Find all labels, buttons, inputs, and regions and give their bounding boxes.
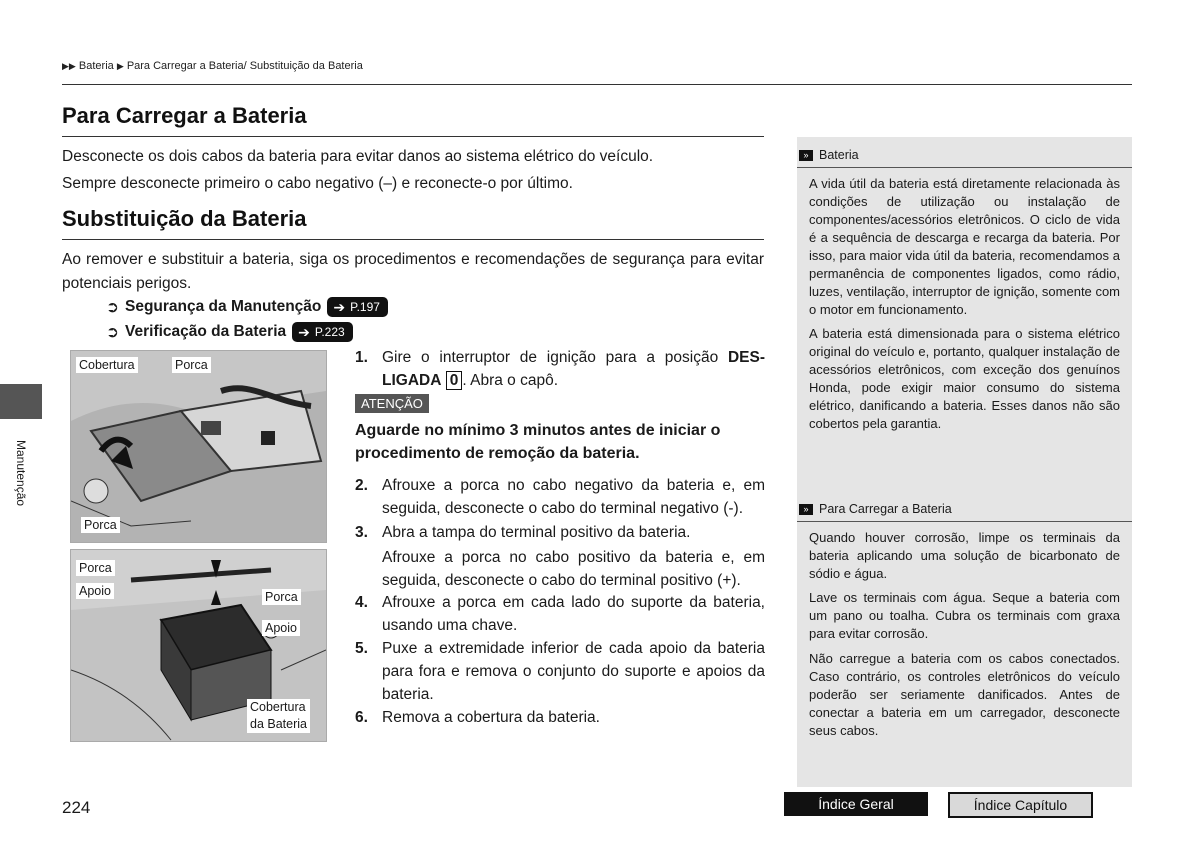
step-2 bbox=[355, 474, 765, 520]
warning-text: Aguarde no mínimo 3 minutos antes de iniciar o procedimento de remoção da bateria. bbox=[355, 422, 721, 462]
chapter-label: Manutenção bbox=[14, 440, 28, 507]
step-text: Remova a cobertura da bateria. bbox=[382, 709, 600, 726]
key-position-icon: 0 bbox=[446, 371, 463, 390]
step-number: 1. bbox=[355, 349, 368, 366]
double-arrow-icon: ▶▶ bbox=[62, 61, 76, 71]
label-nut: Porca bbox=[172, 357, 211, 373]
note-divider bbox=[797, 167, 1132, 168]
page-number: 224 bbox=[62, 798, 91, 817]
note-heading-text: Bateria bbox=[819, 148, 859, 162]
circle-arrow-icon: ➲ bbox=[106, 323, 119, 341]
ref-label: Verificação da Bateria bbox=[125, 323, 287, 340]
step-number: 5. bbox=[355, 640, 368, 657]
warning-badge: ATENÇÃO bbox=[355, 394, 429, 413]
step-text-part: Gire o interruptor de ignição para a posição bbox=[382, 349, 728, 366]
note-divider bbox=[797, 521, 1132, 522]
label-support: Apoio bbox=[262, 620, 300, 636]
page-ref-pill[interactable] bbox=[292, 322, 353, 342]
label-battery-cover bbox=[247, 699, 310, 733]
right-arrow-icon: ➔ bbox=[333, 298, 346, 315]
step-text-part: . Abra o capô. bbox=[462, 372, 559, 389]
step-text: Puxe a extremidade inferior de cada apoio da bateria para fora e remova o conjunto do suporte e apoios da bateria. bbox=[382, 640, 765, 703]
battery-cover-illustration bbox=[70, 350, 327, 543]
label-cover: Cobertura bbox=[76, 357, 138, 373]
breadcrumb-item-bateria[interactable]: Bateria bbox=[78, 60, 114, 72]
paragraph: Sempre desconecte primeiro o cabo negativo (–) e reconecte-o por último. bbox=[62, 175, 573, 192]
ref-seguranca[interactable] bbox=[106, 297, 388, 317]
step-text: Abra a tampa do terminal positivo da bateria. bbox=[382, 524, 691, 541]
note-heading-bateria bbox=[799, 148, 1131, 162]
step-text bbox=[382, 346, 765, 392]
note-paragraph: A vida útil da bateria está diretamente relacionada às condições de utilização ou instalação de componentes/acessórios eletrônicos. O ciclo de vida é a sequência de descarga e recarga da bateria. Por isso, para maior vida útil da bateria, recomendamos a permanência de componentes ligados, como rádio, luzes, ventilação, interruptor de ignição, somente com o motor em funcionamento. bbox=[809, 176, 1120, 317]
note-paragraph: A bateria está dimensionada para o sistema elétrico original do veículo e, portanto, qualquer instalação de acessórios eletrônicos, com exceção dos genuínos Honda, pode exigir maior consumo do sistema elétrico, danificando a bateria. Esses danos não são cobertos pela garantia. bbox=[809, 326, 1120, 431]
page-ref-number: P.197 bbox=[350, 300, 380, 314]
right-arrow-icon: ➔ bbox=[298, 323, 310, 340]
step-number: 4. bbox=[355, 594, 368, 611]
engine-bay-drawing bbox=[71, 351, 326, 542]
paragraph-intro: Ao remover e substituir a bateria, siga os procedimentos e recomendações de segurança para evitar potenciais perigos. bbox=[62, 251, 764, 292]
label-support: Apoio bbox=[76, 583, 114, 599]
breadcrumb-item-current[interactable]: Para Carregar a Bateria/ Substituição da Bateria bbox=[126, 60, 363, 72]
section-title-carregar: Para Carregar a Bateria bbox=[62, 103, 307, 128]
step-4 bbox=[355, 591, 765, 637]
step-text-continued: Afrouxe a porca no cabo positivo da bateria e, em seguida, desconecte o cabo do terminal positivo (+). bbox=[382, 549, 765, 589]
step-number: 2. bbox=[355, 477, 368, 494]
step-3 bbox=[355, 521, 765, 592]
label-line: Cobertura bbox=[250, 700, 306, 714]
arrow-icon: ▶ bbox=[116, 61, 124, 71]
label-nut: Porca bbox=[262, 589, 301, 605]
double-chevron-icon: » bbox=[799, 150, 813, 161]
paragraph: Desconecte os dois cabos da bateria para evitar danos ao sistema elétrico do veículo. bbox=[62, 148, 654, 165]
step-text: Afrouxe a porca no cabo negativo da bateria e, em seguida, desconecte o cabo do terminal negativo (-). bbox=[382, 477, 765, 517]
step-5 bbox=[355, 637, 765, 706]
double-chevron-icon: » bbox=[799, 504, 813, 515]
chapter-tab[interactable] bbox=[0, 384, 42, 419]
chapter-index-button[interactable]: Índice Capítulo bbox=[948, 792, 1093, 818]
label-nut: Porca bbox=[76, 560, 115, 576]
step-6 bbox=[355, 706, 765, 729]
note-heading-text: Para Carregar a Bateria bbox=[819, 502, 952, 516]
step-text: Afrouxe a porca em cada lado do suporte da bateria, usando uma chave. bbox=[382, 594, 765, 634]
breadcrumb bbox=[62, 60, 363, 72]
note-paragraph: Lave os terminais com água. Seque a bateria com um pano ou toalha. Cubra os terminais com graxa para evitar corrosão. bbox=[809, 590, 1120, 641]
page-ref-pill[interactable] bbox=[327, 297, 388, 317]
ref-verificacao[interactable] bbox=[106, 322, 353, 342]
step-number: 6. bbox=[355, 709, 368, 726]
note-heading-carregar bbox=[799, 502, 1131, 516]
step-number: 3. bbox=[355, 524, 368, 541]
note-paragraph: Não carregue a bateria com os cabos conectados. Caso contrário, os controles eletrônicos do veículo poderão ser seriamente danificados. Antes de conectar a bateria em um carregador, desconecte seus cabos. bbox=[809, 651, 1120, 738]
page-ref-number: P.223 bbox=[314, 325, 345, 339]
step-1 bbox=[355, 346, 765, 392]
battery-bracket-illustration bbox=[70, 549, 327, 742]
section-title-substituicao: Substituição da Bateria bbox=[62, 206, 307, 231]
label-nut: Porca bbox=[81, 517, 120, 533]
general-index-button[interactable]: Índice Geral bbox=[784, 792, 928, 816]
ignition-position: DES-LIGADA bbox=[382, 349, 765, 389]
section-divider bbox=[62, 239, 764, 240]
header-divider bbox=[62, 84, 1132, 85]
section-divider bbox=[62, 136, 764, 137]
label-line: da Bateria bbox=[250, 717, 307, 731]
ref-label: Segurança da Manutenção bbox=[125, 298, 322, 315]
note-paragraph: Quando houver corrosão, limpe os terminais da bateria aplicando uma solução de bicarbonato de sódio e água. bbox=[809, 530, 1120, 581]
circle-arrow-icon: ➲ bbox=[106, 298, 119, 316]
